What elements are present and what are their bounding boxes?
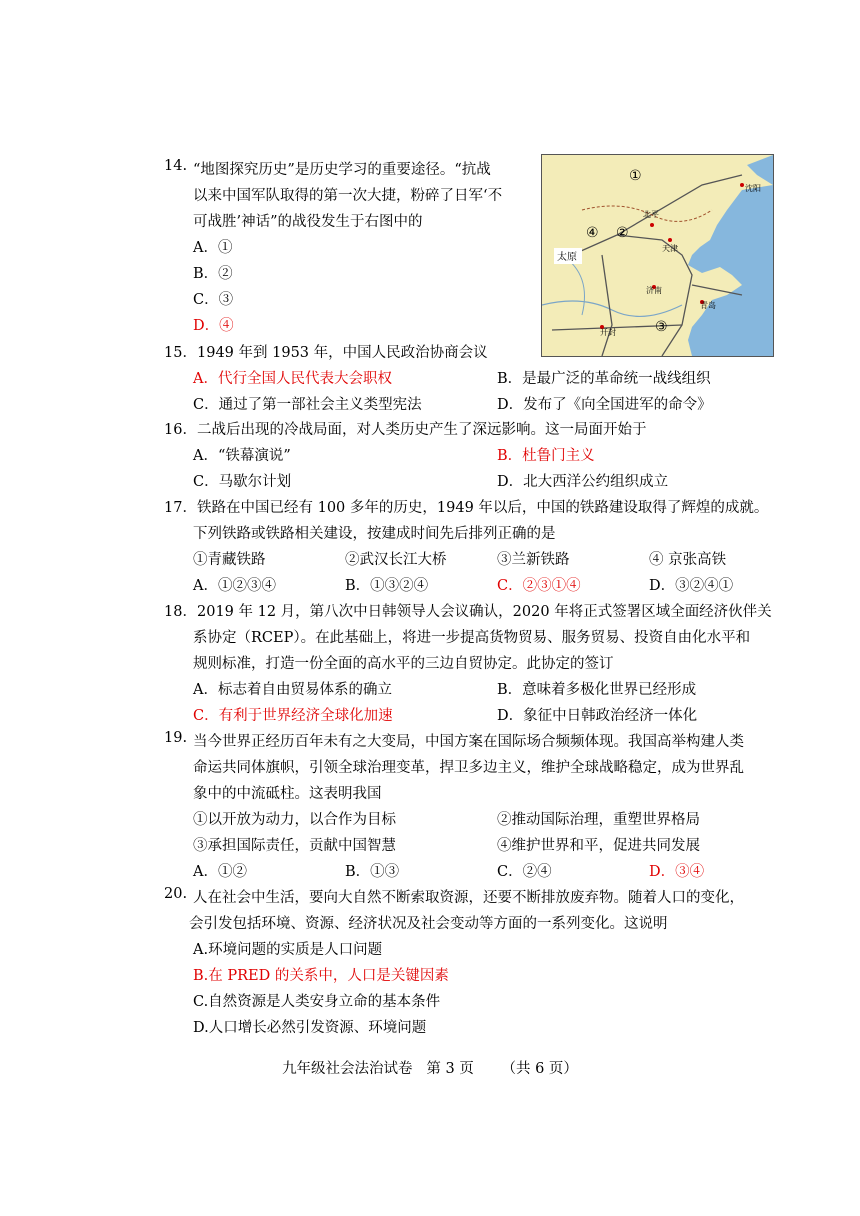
- option-c: C．③: [193, 292, 234, 308]
- option-a-answer: A．代行全国人民代表大会职权: [193, 371, 392, 387]
- question-stem-line: 铁路在中国已经有 100 多年的历史，1949 年以后，中国的铁路建设取得了辉煌的成就。: [197, 500, 769, 516]
- option-b-answer: B．杜鲁门主义: [497, 448, 595, 464]
- question-stem-line: 下列铁路或铁路相关建设，按建成时间先后排列正确的是: [193, 526, 556, 542]
- option-a: A．“铁幕演说”: [193, 448, 291, 464]
- railway-line: [617, 235, 692, 356]
- map-drawing: [542, 155, 773, 356]
- question-stem: 二战后出现的冷战局面，对人类历史产生了深远影响。这一局面开始于: [197, 422, 647, 438]
- question-stem-line: “地图探究历史”是历史学习的重要途径。“抗战: [193, 162, 491, 178]
- map-marker-1: ①: [629, 168, 642, 184]
- city-label: 天津: [662, 244, 678, 253]
- map-marker-4: ④: [586, 225, 599, 241]
- map-marker-3: ③: [655, 319, 668, 335]
- item-4: ④ 京张高铁: [649, 552, 727, 568]
- option-c: C．②④: [497, 864, 552, 880]
- question-stem-line: 可战胜’神话”的战役发生于右图中的: [193, 214, 423, 230]
- city-dot: [650, 223, 654, 227]
- option-c: C．通过了第一部社会主义类型宪法: [193, 397, 422, 413]
- railway-line: [602, 255, 612, 356]
- option-b: B．①③②④: [345, 578, 429, 594]
- option-a: A．①②: [193, 864, 247, 880]
- option-d-answer: D．④: [193, 318, 234, 334]
- item-3: ③承担国际责任，贡献中国智慧: [193, 838, 396, 854]
- question-stem-line: 命运共同体旗帜，引领全球治理变革，捍卫多边主义，维护全球战略稳定，成为世界乱: [193, 760, 744, 776]
- question-stem-line: 系协定（RCEP）。在此基础上，将进一步提高货物贸易、服务贸易、投资自由化水平和: [193, 630, 751, 646]
- question-stem-line: 当今世界正经历百年未有之大变局，中国方案在国际场合频频体现。我国高举构建人类: [193, 734, 744, 750]
- city-dot: [668, 238, 672, 242]
- question-stem-line: 人在社会中生活，要向大自然不断索取资源，还要不断排放废弃物。随着人口的变化，: [193, 890, 744, 906]
- item-2: ②推动国际治理，重塑世界格局: [497, 812, 700, 828]
- city-label: 青岛: [700, 301, 716, 310]
- option-d-answer: D．③④: [649, 864, 705, 880]
- question-stem-line: 象中的中流砥柱。这表明我国: [193, 786, 382, 802]
- option-d: D．北大西洋公约组织成立: [497, 474, 669, 490]
- item-2: ②武汉长江大桥: [345, 552, 447, 568]
- city-label: 太原: [557, 252, 577, 263]
- item-1: ①青藏铁路: [193, 552, 266, 568]
- question-number: 19.: [164, 730, 188, 746]
- question-number: 20.: [164, 886, 188, 902]
- item-4: ④维护世界和平，促进共同发展: [497, 838, 700, 854]
- sea-area: [688, 185, 773, 356]
- yellow-river: [542, 301, 682, 316]
- option-c-answer: C．②③①④: [497, 578, 581, 594]
- option-a: A.环境问题的实质是人口问题: [193, 942, 383, 958]
- map-marker-2: ②: [616, 225, 629, 241]
- option-d: D．发布了《向全国进军的命令》: [497, 397, 712, 413]
- item-3: ③兰新铁路: [497, 552, 570, 568]
- question-number: 16．: [164, 422, 197, 438]
- option-c: C.自然资源是人类安身立命的基本条件: [193, 994, 441, 1010]
- option-c-answer: C．有利于世界经济全球化加速: [193, 708, 393, 724]
- item-1: ①以开放为动力，以合作为目标: [193, 812, 396, 828]
- question-number: 18．: [164, 604, 197, 620]
- question-stem-line: 会引发包括环境、资源、经济状况及社会变动等方面的一系列变化。这说明: [189, 916, 668, 932]
- option-d: D．象征中日韩政治经济一体化: [497, 708, 698, 724]
- city-dot: [740, 183, 744, 187]
- option-c: C．马歇尔计划: [193, 474, 292, 490]
- option-b-answer: B.在 PRED 的关系中，人口是关键因素: [193, 968, 449, 984]
- option-a: A．①②③④: [193, 578, 276, 594]
- option-b: B．②: [193, 266, 233, 282]
- city-label: 济南: [646, 286, 662, 295]
- city-label: 北平: [643, 210, 659, 219]
- question-stem-line: 以来中国军队取得的第一次大捷，粉碎了日军‘不: [193, 188, 503, 204]
- option-d: D．③②④①: [649, 578, 734, 594]
- option-b: B．意味着多极化世界已经形成: [497, 682, 697, 698]
- question-number: 15．: [164, 345, 197, 361]
- question-number: 17．: [164, 500, 197, 516]
- question-number: 14.: [164, 158, 188, 174]
- option-b: B．是最广泛的革命统一战线组织: [497, 371, 711, 387]
- question-stem: 1949 年到 1953 年，中国人民政治协商会议: [197, 345, 488, 361]
- sea-area-north: [747, 155, 773, 185]
- option-b: B．①③: [345, 864, 400, 880]
- question-stem-line: 2019 年 12 月，第八次中日韩领导人会议确认，2020 年将正式签署区域全面经济伙伴关: [197, 604, 772, 620]
- city-label: 开封: [600, 328, 616, 337]
- history-map: [541, 154, 774, 357]
- city-label: 沈阳: [745, 184, 761, 193]
- option-d: D.人口增长必然引发资源、环境问题: [193, 1020, 427, 1036]
- question-stem-line: 规则标准，打造一份全面的高水平的三边自贸协定。此协定的签订: [193, 656, 614, 672]
- option-a: A．①: [193, 240, 233, 256]
- option-a: A．标志着自由贸易体系的确立: [193, 682, 392, 698]
- page-footer: 九年级社会法治试卷 第 3 页 （共 6 页）: [282, 1061, 578, 1077]
